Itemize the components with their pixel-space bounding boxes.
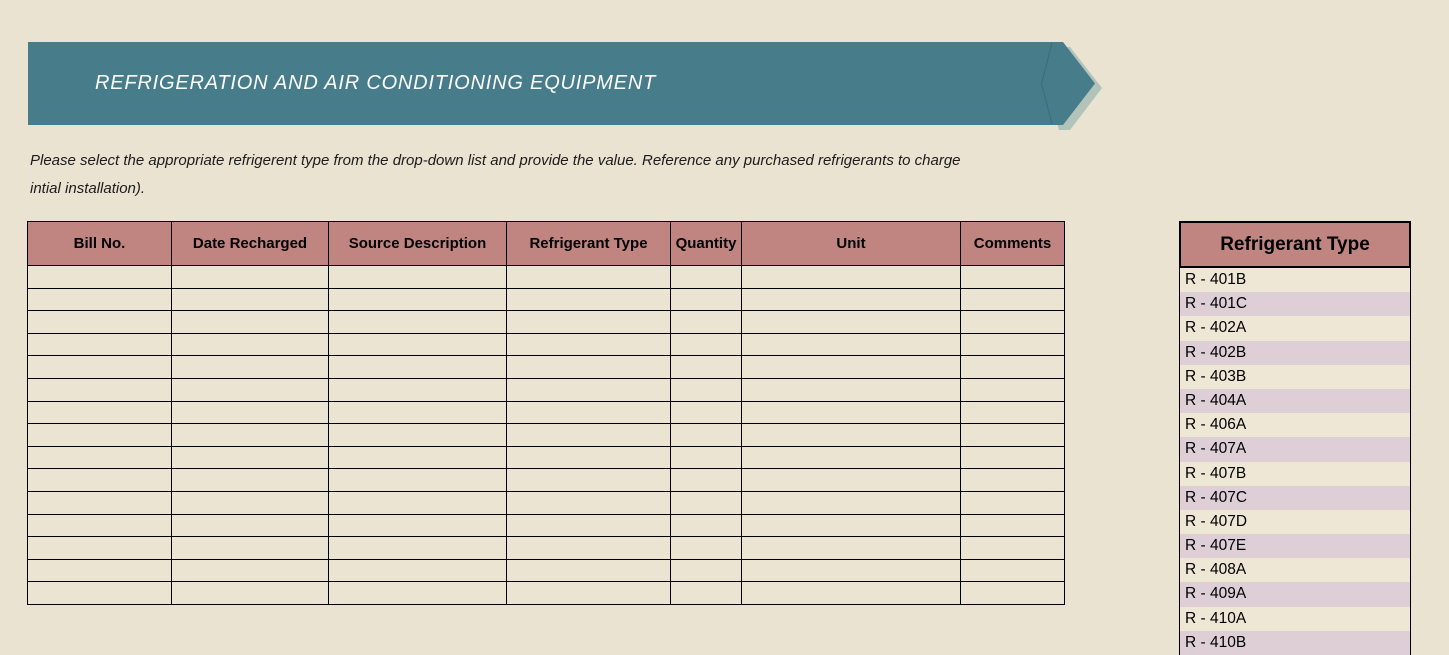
cell-date-recharged[interactable] (172, 401, 329, 424)
panel-title: Refrigerant Type (1179, 221, 1411, 268)
cell-date-recharged[interactable] (172, 469, 329, 492)
cell-date-recharged[interactable] (172, 491, 329, 514)
column-header: Source Description (329, 222, 507, 266)
cell-date-recharged[interactable] (172, 311, 329, 334)
instructions-line-1: Please select the appropriate refrigerent type from the drop-down list and provide the value. Reference any purchased refrigerants to charge (30, 152, 961, 169)
cell-source-description[interactable] (329, 424, 507, 447)
cell-bill-no[interactable] (28, 333, 172, 356)
cell-bill-no[interactable] (28, 514, 172, 537)
column-header: Quantity (671, 222, 742, 266)
cell-unit[interactable] (742, 446, 961, 469)
cell-source-description[interactable] (329, 469, 507, 492)
cell-comments[interactable] (961, 582, 1065, 605)
cell-date-recharged[interactable] (172, 266, 329, 289)
cell-date-recharged[interactable] (172, 378, 329, 401)
table-row (28, 559, 1065, 582)
recharge-table (27, 221, 1065, 605)
cell-unit[interactable] (742, 559, 961, 582)
cell-source-description[interactable] (329, 514, 507, 537)
cell-refrigerant-type[interactable] (507, 288, 671, 311)
cell-date-recharged[interactable] (172, 514, 329, 537)
cell-unit[interactable] (742, 288, 961, 311)
table-row (28, 582, 1065, 605)
cell-unit[interactable] (742, 333, 961, 356)
cell-refrigerant-type[interactable] (507, 491, 671, 514)
table-row (28, 491, 1065, 514)
cell-quantity[interactable] (671, 356, 742, 379)
cell-comments[interactable] (961, 288, 1065, 311)
cell-unit[interactable] (742, 424, 961, 447)
cell-unit[interactable] (742, 469, 961, 492)
cell-bill-no[interactable] (28, 491, 172, 514)
cell-refrigerant-type[interactable] (507, 311, 671, 334)
cell-date-recharged[interactable] (172, 288, 329, 311)
cell-source-description[interactable] (329, 333, 507, 356)
cell-refrigerant-type[interactable] (507, 356, 671, 379)
cell-bill-no[interactable] (28, 356, 172, 379)
table-row (28, 446, 1065, 469)
cell-quantity[interactable] (671, 424, 742, 447)
table-row (28, 424, 1065, 447)
cell-quantity[interactable] (671, 582, 742, 605)
refrigerant-option[interactable]: R - 408A (1180, 558, 1410, 582)
cell-source-description[interactable] (329, 491, 507, 514)
cell-quantity[interactable] (671, 559, 742, 582)
column-header: Bill No. (28, 222, 172, 266)
cell-refrigerant-type[interactable] (507, 446, 671, 469)
table-row (28, 514, 1065, 537)
cell-source-description[interactable] (329, 266, 507, 289)
table-row (28, 537, 1065, 560)
cell-refrigerant-type[interactable] (507, 424, 671, 447)
cell-quantity[interactable] (671, 311, 742, 334)
refrigerant-option[interactable]: R - 402B (1180, 341, 1410, 365)
cell-date-recharged[interactable] (172, 582, 329, 605)
table-row (28, 401, 1065, 424)
cell-date-recharged[interactable] (172, 333, 329, 356)
cell-source-description[interactable] (329, 537, 507, 560)
cell-date-recharged[interactable] (172, 446, 329, 469)
cell-source-description[interactable] (329, 582, 507, 605)
cell-refrigerant-type[interactable] (507, 401, 671, 424)
table-row (28, 356, 1065, 379)
cell-quantity[interactable] (671, 333, 742, 356)
cell-unit[interactable] (742, 311, 961, 334)
cell-comments[interactable] (961, 446, 1065, 469)
cell-bill-no[interactable] (28, 559, 172, 582)
cell-quantity[interactable] (671, 514, 742, 537)
cell-bill-no[interactable] (28, 446, 172, 469)
cell-unit[interactable] (742, 378, 961, 401)
cell-quantity[interactable] (671, 288, 742, 311)
cell-source-description[interactable] (329, 446, 507, 469)
table-row (28, 333, 1065, 356)
cell-unit[interactable] (742, 582, 961, 605)
refrigerant-option[interactable]: R - 407B (1180, 462, 1410, 486)
column-header: Comments (961, 222, 1065, 266)
cell-refrigerant-type[interactable] (507, 266, 671, 289)
cell-source-description[interactable] (329, 559, 507, 582)
cell-quantity[interactable] (671, 378, 742, 401)
cell-comments[interactable] (961, 514, 1065, 537)
cell-refrigerant-type[interactable] (507, 537, 671, 560)
table-body (28, 266, 1065, 605)
cell-unit[interactable] (742, 514, 961, 537)
refrigerant-option[interactable]: R - 406A (1180, 413, 1410, 437)
refrigerant-option[interactable]: R - 407D (1180, 510, 1410, 534)
refrigerant-option[interactable]: R - 410B (1180, 631, 1410, 655)
refrigerant-option[interactable]: R - 410A (1180, 607, 1410, 631)
cell-source-description[interactable] (329, 356, 507, 379)
refrigerant-option[interactable]: R - 403B (1180, 365, 1410, 389)
table-row (28, 378, 1065, 401)
refrigerant-option[interactable]: R - 409A (1180, 582, 1410, 606)
column-header: Refrigerant Type (507, 222, 671, 266)
cell-unit[interactable] (742, 266, 961, 289)
cell-bill-no[interactable] (28, 266, 172, 289)
refrigerant-option[interactable]: R - 407C (1180, 486, 1410, 510)
cell-bill-no[interactable] (28, 288, 172, 311)
instructions (30, 147, 961, 203)
refrigerant-option[interactable]: R - 407A (1180, 437, 1410, 461)
cell-bill-no[interactable] (28, 537, 172, 560)
cell-refrigerant-type[interactable] (507, 378, 671, 401)
table-row (28, 469, 1065, 492)
cell-bill-no[interactable] (28, 424, 172, 447)
cell-comments[interactable] (961, 311, 1065, 334)
cell-comments[interactable] (961, 469, 1065, 492)
cell-quantity[interactable] (671, 401, 742, 424)
cell-comments[interactable] (961, 378, 1065, 401)
cell-comments[interactable] (961, 266, 1065, 289)
table-row (28, 266, 1065, 289)
cell-bill-no[interactable] (28, 582, 172, 605)
cell-bill-no[interactable] (28, 311, 172, 334)
cell-comments[interactable] (961, 424, 1065, 447)
cell-source-description[interactable] (329, 378, 507, 401)
page-title: REFRIGERATION AND AIR CONDITIONING EQUIPMENT (95, 72, 657, 94)
table-header-row (28, 222, 1065, 266)
refrigerant-list (1179, 268, 1411, 655)
cell-unit[interactable] (742, 356, 961, 379)
cell-refrigerant-type[interactable] (507, 333, 671, 356)
cell-comments[interactable] (961, 356, 1065, 379)
refrigerant-option[interactable]: R - 401B (1180, 268, 1410, 292)
cell-bill-no[interactable] (28, 401, 172, 424)
cell-comments[interactable] (961, 401, 1065, 424)
cell-source-description[interactable] (329, 311, 507, 334)
cell-comments[interactable] (961, 559, 1065, 582)
refrigerant-option[interactable]: R - 402A (1180, 316, 1410, 340)
cell-quantity[interactable] (671, 491, 742, 514)
column-header: Date Recharged (172, 222, 329, 266)
cell-refrigerant-type[interactable] (507, 514, 671, 537)
instructions-line-2: intial installation). (30, 180, 146, 197)
refrigerant-option[interactable]: R - 404A (1180, 389, 1410, 413)
cell-comments[interactable] (961, 333, 1065, 356)
cell-refrigerant-type[interactable] (507, 582, 671, 605)
table-row (28, 311, 1065, 334)
cell-unit[interactable] (742, 401, 961, 424)
cell-quantity[interactable] (671, 446, 742, 469)
cell-quantity[interactable] (671, 266, 742, 289)
cell-refrigerant-type[interactable] (507, 469, 671, 492)
refrigerant-option[interactable]: R - 401C (1180, 292, 1410, 316)
table-row (28, 288, 1065, 311)
cell-comments[interactable] (961, 491, 1065, 514)
cell-refrigerant-type[interactable] (507, 559, 671, 582)
cell-unit[interactable] (742, 537, 961, 560)
cell-date-recharged[interactable] (172, 424, 329, 447)
refrigerant-type-panel (1179, 221, 1411, 655)
cell-quantity[interactable] (671, 537, 742, 560)
cell-source-description[interactable] (329, 288, 507, 311)
column-header: Unit (742, 222, 961, 266)
cell-date-recharged[interactable] (172, 537, 329, 560)
cell-unit[interactable] (742, 491, 961, 514)
cell-bill-no[interactable] (28, 469, 172, 492)
cell-bill-no[interactable] (28, 378, 172, 401)
cell-quantity[interactable] (671, 469, 742, 492)
cell-source-description[interactable] (329, 401, 507, 424)
cell-date-recharged[interactable] (172, 356, 329, 379)
cell-comments[interactable] (961, 537, 1065, 560)
refrigerant-option[interactable]: R - 407E (1180, 534, 1410, 558)
cell-date-recharged[interactable] (172, 559, 329, 582)
